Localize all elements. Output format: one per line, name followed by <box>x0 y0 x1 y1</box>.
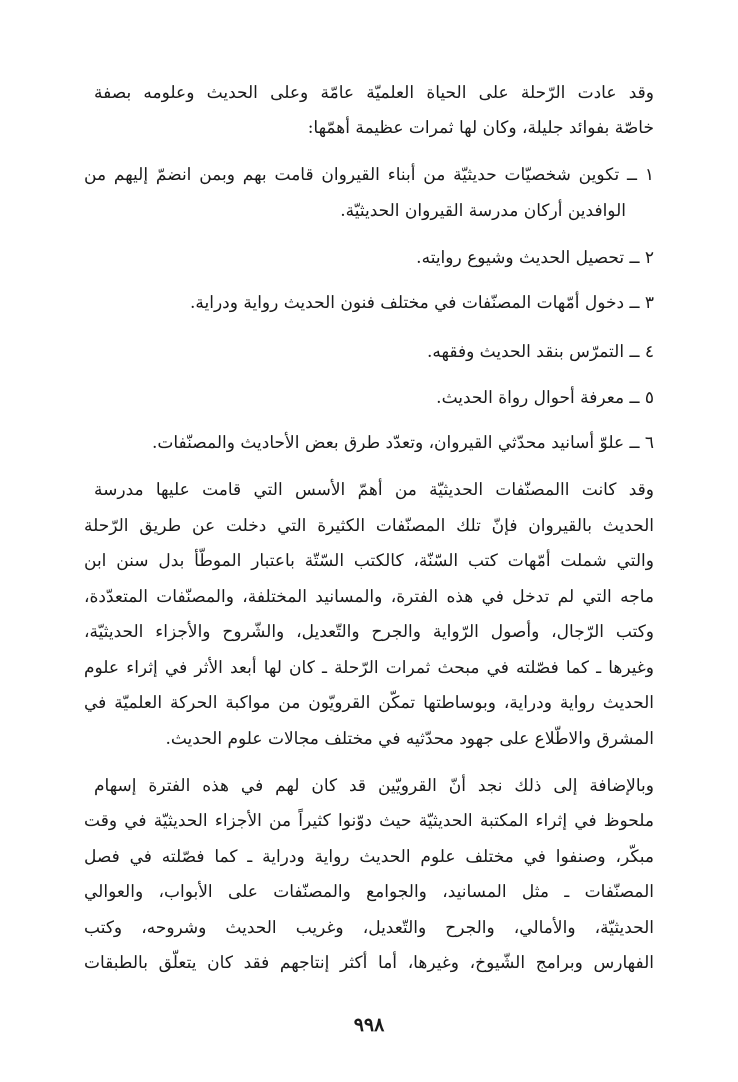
text-line: المصنّفات ـ مثل المسانيد، والجوامع والمصنّفات على الأبواب، والعوالي <box>84 882 654 902</box>
text-line: والتي شملت أمّهات كتب السّنّة، كالكتب السّتّة باعتبار الموطّأ بدل سنن ابن <box>84 551 654 571</box>
list-item: ١ ــ تكوين شخصيّات حديثيّة من أبناء القيروان قامت بهم وبمن انضمّ إليهم من <box>84 165 654 185</box>
list-item: ٥ ــ معرفة أحوال رواة الحديث. <box>436 388 654 408</box>
text-line: الحديثيّة، والأمالي، والجرح والتّعديل، وغريب الحديث وشروحه، وكتب <box>84 918 654 938</box>
text-line: وقد عادت الرّحلة على الحياة العلميّة عامّة وعلى الحديث وعلومه بصفة <box>94 83 654 103</box>
text-line: وغيرها ـ كما فصّلته في مبحث ثمرات الرّحلة ـ كان لها أبعد الأثر في إثراء علوم <box>84 658 655 678</box>
text-line: الحديث رواية ودراية، وبوساطتها تمكّن القرويّون من مواكبة الحركة العلميّة في <box>84 693 654 713</box>
list-item: ٢ ــ تحصيل الحديث وشيوع روايته. <box>416 248 654 268</box>
text-line: وقد كانت االمصنّفات الحديثيّة من أهمّ الأسس التي قامت عليها مدرسة <box>94 480 654 500</box>
list-item-continuation: الوافدين أركان مدرسة القيروان الحديثيّة. <box>340 201 626 221</box>
text-line: ملحوظ في إثراء المكتبة الحديثيّة حيث دوّنوا كثيراً من الأجزاء الحديثيّة في وقت <box>84 811 654 831</box>
text-line: مبكّر، وصنفوا في مختلف علوم الحديث رواية ودراية ـ كما فصّلته في فصل <box>84 847 654 867</box>
text-line: ماجه التي لم تدخل في هذه الفترة، والمسانيد المختلفة، والمصنّفات المتعدّدة، <box>84 587 654 607</box>
list-item: ٤ ــ التمرّس بنقد الحديث وفقهه. <box>426 342 654 362</box>
text-line: وكتب الرّجال، وأصول الرّواية والجرح والتّعديل، والشّروح والأجزاء الحديثيّة، <box>84 622 654 642</box>
text-line: وبالإضافة إلى ذلك نجد أنّ القرويّين قد كان لهم في هذه الفترة إسهام <box>94 776 654 796</box>
text-line: الفهارس وبرامج الشّيوخ، وغيرها، أما أكثر إنتاجهم فقد كان يتعلّق بالطبقات <box>84 953 654 973</box>
page-number: ٩٩٨ <box>353 1014 385 1036</box>
list-item: ٦ ــ علوّ أسانيد محدّثي القيروان، وتعدّد طرق بعض الأحاديث والمصنّفات. <box>151 433 654 453</box>
list-item: ٣ ــ دخول أمّهات المصنّفات في مختلف فنون الحديث رواية ودراية. <box>189 293 654 313</box>
text-line: خاصّة بفوائد جليلة، وكان لها ثمرات عظيمة أهمّها: <box>307 118 654 138</box>
text-line: المشرق والاطّلاع على جهود محدّثيه في مختلف مجالات علوم الحديث. <box>165 729 654 749</box>
text-line: الحديث بالقيروان فإنّ تلك المصنّفات الكثيرة التي دخلت عن طريق الرّحلة <box>84 516 654 536</box>
